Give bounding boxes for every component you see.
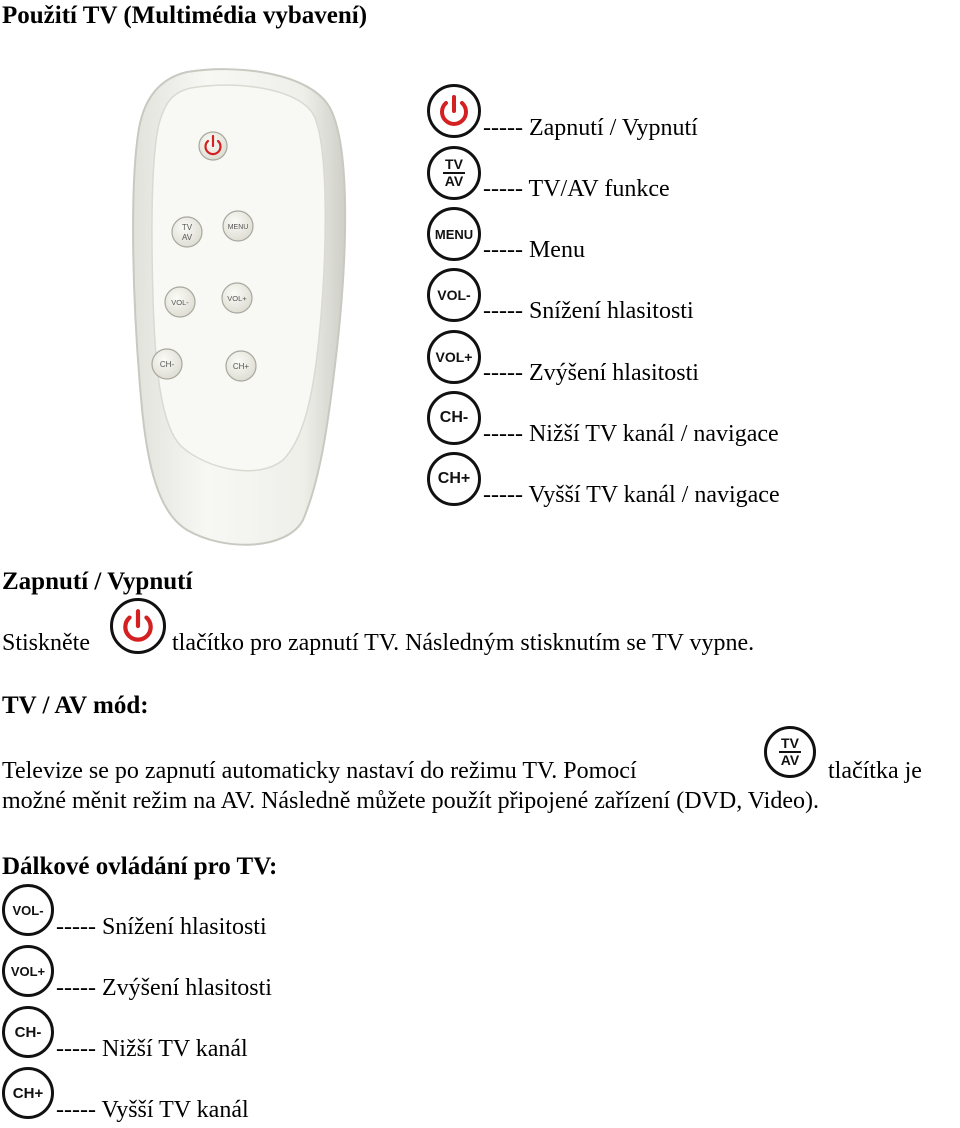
ch-plus-icon: CH+	[427, 452, 481, 506]
vol-minus-icon: VOL-	[427, 268, 481, 322]
power-heading: Zapnutí / Vypnutí	[2, 568, 193, 595]
tvav-text-line1-before: Televize se po zapnutí automaticky nastaví do režimu TV. Pomocí	[2, 758, 637, 784]
vol-plus-icon: VOL+	[2, 945, 54, 997]
legend-item-vol-minus: ----- Snížení hlasitosti	[483, 298, 694, 324]
ch-minus-icon: CH-	[427, 391, 481, 445]
tv-av-icon: TV AV	[764, 726, 816, 778]
remote-item-ch-minus: ----- Nižší TV kanál	[56, 1036, 248, 1062]
remote-control-image	[125, 68, 360, 548]
legend-item-power: ----- Zapnutí / Vypnutí	[483, 115, 698, 141]
legend-item-ch-minus: ----- Nižší TV kanál / navigace	[483, 421, 779, 447]
remote-panel	[152, 85, 325, 471]
remote-heading: Dálkové ovládání pro TV:	[2, 853, 278, 880]
legend-item-tvav: ----- TV/AV funkce	[483, 176, 670, 202]
legend-item-ch-plus: ----- Vyšší TV kanál / navigace	[483, 482, 780, 508]
vol-plus-icon: VOL+	[427, 330, 481, 384]
remote-item-vol-minus: ----- Snížení hlasitosti	[56, 914, 267, 940]
tvav-text-line2: možné měnit režim na AV. Následně můžete použít připojené zařízení (DVD, Video).	[2, 788, 819, 814]
remote-vol-minus-label: VOL-	[171, 298, 189, 307]
power-text-before: Stiskněte	[2, 630, 90, 656]
remote-item-ch-plus: ----- Vyšší TV kanál	[56, 1097, 249, 1123]
vol-minus-icon: VOL-	[2, 884, 54, 936]
power-icon	[110, 598, 166, 654]
tvav-text-line1-after: tlačítka je	[828, 758, 922, 784]
menu-icon: MENU	[427, 207, 481, 261]
remote-item-vol-plus: ----- Zvýšení hlasitosti	[56, 975, 272, 1001]
remote-tvav-button	[172, 217, 202, 247]
remote-vol-plus-label: VOL+	[227, 294, 247, 303]
ch-minus-icon: CH-	[2, 1006, 54, 1058]
power-icon	[427, 84, 481, 138]
remote-ch-plus-label: CH+	[232, 362, 250, 371]
ch-plus-icon: CH+	[2, 1067, 54, 1119]
remote-tv-label: TV	[181, 223, 193, 232]
legend-item-menu: ----- Menu	[483, 237, 585, 263]
tv-av-icon: TV AV	[427, 146, 481, 200]
remote-ch-minus-label: CH-	[159, 360, 175, 369]
remote-menu-label: MENU	[227, 224, 249, 231]
power-text-after: tlačítko pro zapnutí TV. Následným stisknutím se TV vypne.	[172, 630, 755, 656]
remote-av-label: AV	[181, 233, 193, 242]
legend-item-vol-plus: ----- Zvýšení hlasitosti	[483, 360, 699, 386]
tvav-heading: TV / AV mód:	[2, 692, 149, 719]
page-title: Použití TV (Multimédia vybavení)	[2, 2, 368, 29]
